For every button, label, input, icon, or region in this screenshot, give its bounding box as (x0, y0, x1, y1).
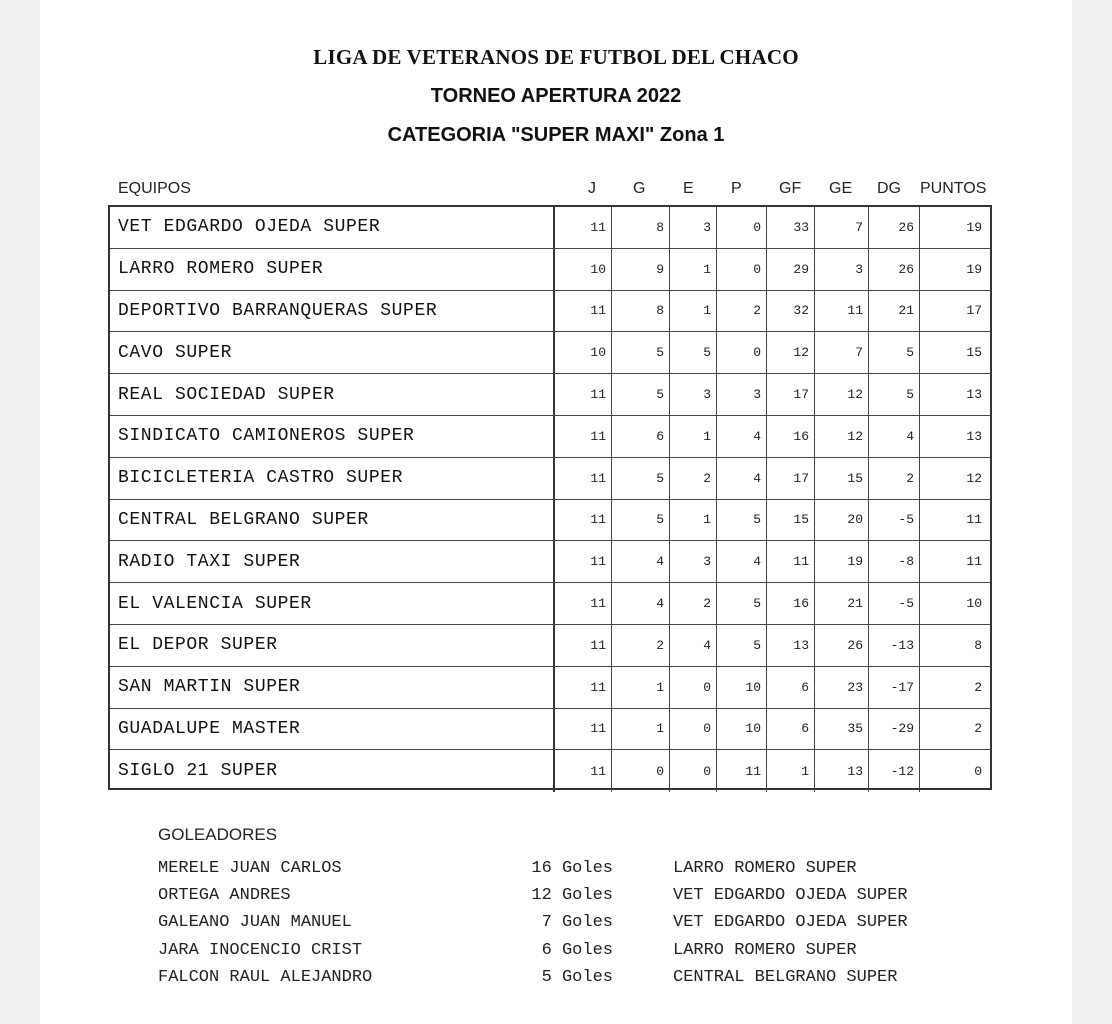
scorer-goals: 5 Goles (541, 967, 613, 987)
stat-cell-gf: 29 (767, 249, 815, 290)
header-ge: GE (829, 180, 853, 197)
category-title: CATEGORIA "SUPER MAXI" Zona 1 (387, 124, 725, 146)
scorer-row (0, 913, 1112, 940)
scorers-title: GOLEADORES (158, 825, 278, 844)
stat-cell-gf: 17 (767, 458, 815, 499)
stat-cell-e: 0 (670, 750, 717, 792)
stat-cell-p: 4 (717, 458, 767, 499)
stat-cell-gf: 33 (767, 207, 815, 248)
stat-cell-g: 8 (612, 291, 670, 332)
stat-cell-ge: 26 (815, 625, 869, 666)
stat-cell-pts: 13 (966, 428, 982, 444)
stat-cell-g: 5 (612, 374, 670, 415)
stat-cell-pts: 2 (974, 721, 982, 737)
stat-cell-dg: -29 (869, 709, 920, 750)
scorer-name: MERELE JUAN CARLOS (158, 859, 342, 878)
stat-cell-g: 6 (612, 416, 670, 457)
stat-cell-dg: 21 (869, 291, 920, 332)
table-row (110, 500, 990, 542)
stat-cell-dg: 5 (869, 332, 920, 373)
stat-cell-pts: 2 (974, 679, 982, 695)
header-gf: GF (779, 180, 802, 197)
stat-cell-e: 1 (670, 416, 717, 457)
stat-cell-gf: 6 (767, 709, 815, 750)
standings-table (108, 205, 992, 790)
stat-cell-pts: 0 (974, 763, 982, 779)
stat-cell-j: 11 (555, 709, 612, 750)
table-row (110, 207, 990, 249)
stat-cell-p: 4 (717, 416, 767, 457)
scorer-goals: 6 Goles (541, 940, 613, 960)
stat-cell-e: 3 (670, 541, 717, 582)
stat-cell-e: 3 (670, 207, 717, 248)
stat-cell-j: 11 (555, 416, 612, 457)
stat-cell-dg: -8 (869, 541, 920, 582)
table-row (110, 249, 990, 291)
stat-cell-dg: 5 (869, 374, 920, 415)
stat-cell-g: 4 (612, 583, 670, 624)
stat-cell-ge: 23 (815, 667, 869, 708)
stat-cell-j: 11 (555, 625, 612, 666)
table-row (110, 667, 990, 709)
table-row (110, 332, 990, 374)
stat-cell-ge: 12 (815, 374, 869, 415)
stat-cell-ge: 7 (815, 207, 869, 248)
table-row (110, 541, 990, 583)
stat-cell-p: 5 (717, 500, 767, 541)
stat-cell-g: 5 (612, 458, 670, 499)
stat-cell-g: 4 (612, 541, 670, 582)
stat-cell-g: 5 (612, 500, 670, 541)
stat-cell-e: 2 (670, 583, 717, 624)
scorer-goals: 7 Goles (541, 913, 613, 933)
stat-cell-pts: 17 (966, 303, 982, 319)
stat-cell-j: 11 (555, 374, 612, 415)
stat-cell-j: 11 (555, 667, 612, 708)
stat-cell-p: 5 (717, 583, 767, 624)
scorer-name: GALEANO JUAN MANUEL (158, 913, 352, 933)
scorer-name: FALCON RAUL ALEJANDRO (158, 967, 373, 987)
stat-cell-dg: -5 (869, 500, 920, 541)
stat-cell-e: 1 (670, 249, 717, 290)
stat-cell-g: 9 (612, 249, 670, 290)
stat-cell-p: 2 (717, 291, 767, 332)
stat-cell-gf: 13 (767, 625, 815, 666)
stat-cell-pts: 10 (966, 596, 982, 612)
header-g: G (633, 180, 646, 197)
header-points: PUNTOS (920, 180, 987, 197)
team-name-cell: LARRO ROMERO SUPER (110, 249, 555, 290)
table-row (110, 458, 990, 500)
team-name-cell: EL DEPOR SUPER (110, 625, 555, 666)
header-team: EQUIPOS (118, 180, 191, 197)
stat-cell-g: 1 (612, 667, 670, 708)
team-name-cell: DEPORTIVO BARRANQUERAS SUPER (110, 291, 555, 332)
stat-cell-p: 0 (717, 249, 767, 290)
stat-cell-p: 10 (717, 709, 767, 750)
table-row (110, 709, 990, 751)
stat-cell-j: 11 (555, 207, 612, 248)
team-name-cell: BICICLETERIA CASTRO SUPER (110, 458, 555, 499)
header-e: E (683, 180, 694, 197)
stat-cell-dg: 26 (869, 207, 920, 248)
stat-cell-g: 5 (612, 332, 670, 373)
scorer-row (0, 886, 1112, 913)
table-row (110, 416, 990, 458)
scorer-club: VET EDGARDO OJEDA SUPER (673, 913, 908, 933)
stat-cell-g: 2 (612, 625, 670, 666)
stat-cell-ge: 13 (815, 750, 869, 792)
stat-cell-e: 1 (670, 291, 717, 332)
stat-cell-gf: 11 (767, 541, 815, 582)
stat-cell-p: 5 (717, 625, 767, 666)
stat-cell-p: 10 (717, 667, 767, 708)
stat-cell-ge: 20 (815, 500, 869, 541)
stat-cell-dg: -12 (869, 750, 920, 792)
scorer-club: LARRO ROMERO SUPER (673, 940, 857, 960)
stat-cell-pts: 13 (966, 387, 982, 403)
stat-cell-ge: 15 (815, 458, 869, 499)
scorer-club: LARRO ROMERO SUPER (673, 859, 857, 878)
stat-cell-e: 3 (670, 374, 717, 415)
table-row (110, 374, 990, 416)
stat-cell-gf: 6 (767, 667, 815, 708)
table-row (110, 625, 990, 667)
header-j: J (588, 180, 596, 197)
stat-cell-gf: 16 (767, 583, 815, 624)
scorer-club: VET EDGARDO OJEDA SUPER (673, 886, 908, 906)
stat-cell-dg: 4 (869, 416, 920, 457)
stat-cell-g: 8 (612, 207, 670, 248)
team-name-cell: VET EDGARDO OJEDA SUPER (110, 207, 555, 248)
stat-cell-j: 11 (555, 750, 612, 792)
scorer-row (0, 968, 1112, 995)
stat-cell-j: 10 (555, 332, 612, 373)
stat-cell-pts: 19 (966, 261, 982, 277)
stat-cell-pts: 8 (974, 637, 982, 653)
stat-cell-pts: 15 (966, 345, 982, 361)
stat-cell-gf: 17 (767, 374, 815, 415)
scorer-row (0, 859, 1112, 886)
team-name-cell: REAL SOCIEDAD SUPER (110, 374, 555, 415)
stat-cell-j: 11 (555, 583, 612, 624)
stat-cell-gf: 32 (767, 291, 815, 332)
stat-cell-e: 2 (670, 458, 717, 499)
stat-cell-e: 1 (670, 500, 717, 541)
table-row (110, 583, 990, 625)
stat-cell-ge: 21 (815, 583, 869, 624)
stat-cell-j: 11 (555, 500, 612, 541)
stat-cell-p: 0 (717, 332, 767, 373)
stat-cell-p: 0 (717, 207, 767, 248)
stat-cell-j: 11 (555, 458, 612, 499)
league-title: LIGA DE VETERANOS DE FUTBOL DEL CHACO (313, 45, 799, 69)
stat-cell-gf: 1 (767, 750, 815, 792)
stat-cell-p: 3 (717, 374, 767, 415)
stat-cell-dg: -13 (869, 625, 920, 666)
stat-cell-gf: 12 (767, 332, 815, 373)
scorer-goals: 12 Goles (531, 886, 613, 906)
stat-cell-pts: 11 (966, 512, 982, 528)
scorer-club: CENTRAL BELGRANO SUPER (673, 967, 898, 987)
stat-cell-e: 0 (670, 709, 717, 750)
stat-cell-dg: -5 (869, 583, 920, 624)
stat-cell-pts: 12 (966, 470, 982, 486)
stat-cell-dg: -17 (869, 667, 920, 708)
stat-cell-pts: 11 (966, 554, 982, 570)
stat-cell-ge: 19 (815, 541, 869, 582)
stat-cell-ge: 12 (815, 416, 869, 457)
stat-cell-ge: 35 (815, 709, 869, 750)
stat-cell-j: 10 (555, 249, 612, 290)
tournament-title: TORNEO APERTURA 2022 (430, 85, 682, 107)
stat-cell-ge: 11 (815, 291, 869, 332)
team-name-cell: SIGLO 21 SUPER (110, 750, 555, 792)
scorer-name: JARA INOCENCIO CRIST (158, 940, 363, 960)
stat-cell-gf: 16 (767, 416, 815, 457)
stat-cell-pts: 19 (966, 219, 982, 235)
stat-cell-j: 11 (555, 291, 612, 332)
team-name-cell: CENTRAL BELGRANO SUPER (110, 500, 555, 541)
stat-cell-ge: 7 (815, 332, 869, 373)
team-name-cell: SAN MARTIN SUPER (110, 667, 555, 708)
header-dg: DG (877, 180, 901, 197)
scorer-name: ORTEGA ANDRES (158, 886, 291, 906)
team-name-cell: RADIO TAXI SUPER (110, 541, 555, 582)
team-name-cell: SINDICATO CAMIONEROS SUPER (110, 416, 555, 457)
header-p: P (731, 180, 742, 197)
stat-cell-g: 0 (612, 750, 670, 792)
stat-cell-e: 0 (670, 667, 717, 708)
table-row (110, 291, 990, 333)
scorer-row (0, 941, 1112, 968)
stat-cell-dg: 26 (869, 249, 920, 290)
team-name-cell: CAVO SUPER (110, 332, 555, 373)
table-row (110, 750, 990, 792)
team-name-cell: EL VALENCIA SUPER (110, 583, 555, 624)
stat-cell-p: 4 (717, 541, 767, 582)
team-name-cell: GUADALUPE MASTER (110, 709, 555, 750)
stat-cell-dg: 2 (869, 458, 920, 499)
stat-cell-e: 4 (670, 625, 717, 666)
stat-cell-gf: 15 (767, 500, 815, 541)
stat-cell-ge: 3 (815, 249, 869, 290)
stat-cell-j: 11 (555, 541, 612, 582)
stat-cell-g: 1 (612, 709, 670, 750)
stat-cell-e: 5 (670, 332, 717, 373)
scorer-goals: 16 Goles (531, 859, 613, 878)
stat-cell-p: 11 (717, 750, 767, 792)
